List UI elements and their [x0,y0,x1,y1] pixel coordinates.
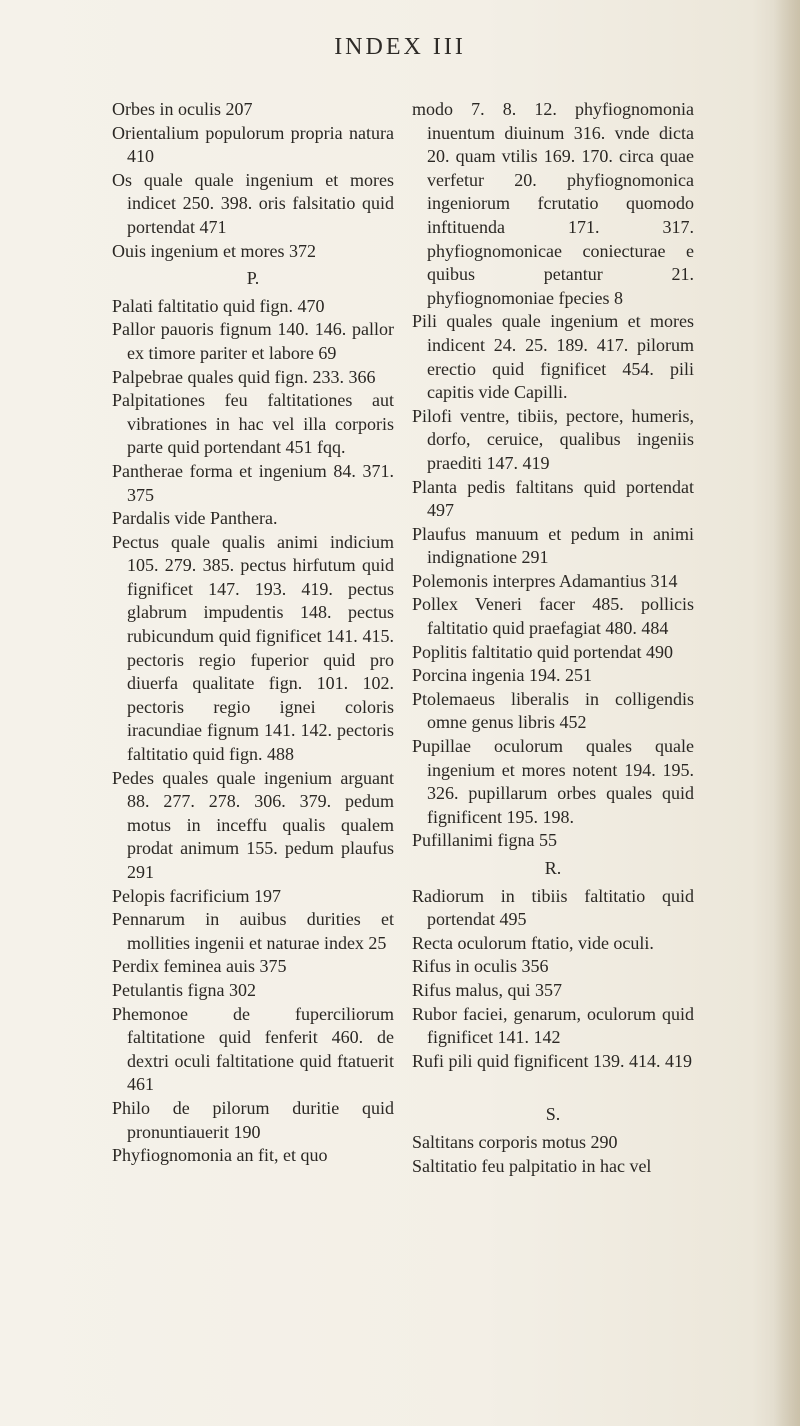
index-entry: Pectus quale qualis animi indicium 105. 279. 385. pectus hirfutum quid fignificet 147. 193. 419. pectus glabrum impudentis 148. pectus rubicundum quid fignificet 141. 415. pectoris regio fuperior quid pro diuerfa qualitate fign. 101. 102. pectoris regio ignei coloris iracundiae fignum 141. 142. pectoris faltitatio quid fign. 488 [112,531,394,765]
index-entry: Pallor pauoris fignum 140. 146. pallor ex timore pariter et labore 69 [112,319,394,363]
index-entry: Saltitatio feu palpitatio in hac vel [412,1155,652,1176]
index-entry: Palpitationes feu faltitationes aut vibrationes in hac vel illa corporis parte quid portendant 451 fqq. [112,390,394,458]
running-header: INDEX III [334,34,466,60]
index-entry: Rifus in oculis 356 [412,956,549,977]
index-entry: Pufillanimi figna 55 [412,830,557,851]
index-entry: Plaufus manuum et pedum in animi indignatione 291 [412,523,694,568]
index-entry: Phemonoe de fuperciliorum faltitatione quid fenferit 460. de dextri oculi faltitatione quid ftatuerit 461 [112,1003,394,1095]
index-entry: Pelopis facrificium 197 [112,885,281,906]
index-entry: Rifus malus, qui 357 [412,979,563,1000]
index-entry: Rufi pili quid fignificent 139. 414. 419 [412,1050,692,1071]
section-spacer [412,1073,694,1099]
index-entry: Perdix feminea auis 375 [112,956,287,977]
index-entry: Ptolemaeus liberalis in colligendis omne genus libris 452 [412,688,694,733]
index-entry: Pollex Veneri facer 485. pollicis faltitatio quid praefagiat 480. 484 [412,594,694,639]
index-entry: Pedes quales quale ingenium arguant 88. 277. 278. 306. 379. pedum motus in inceffu qualis qualem prodat animum 155. pedum plaufus 291 [112,767,394,882]
index-entry: Poplitis faltitatio quid portendat 490 [412,641,673,662]
index-entry: Ouis ingenium et mores 372 [112,240,316,261]
index-entry: Saltitans corporis motus 290 [412,1131,618,1152]
index-entry: Orbes in oculis 207 [112,99,253,119]
index-entry: Rubor faciei, genarum, oculorum quid fignificet 141. 142 [412,1003,694,1048]
index-entry: modo 7. 8. 12. phyfiognomonia inuentum diuinum 316. vnde dicta 20. quam vtilis 169. 170. circa quae verfetur 20. phyfiognomonica ingeniorum fcrutatio quomodo inftituenda 171. 317. phyfiognomonicae coniecturae e quibus petantur 21. phyfiognomoniae fpecies 8 [412,99,694,308]
left-column [112,98,394,1168]
right-column [412,98,694,1178]
index-entry: Phyfiognomonia an fit, et quo [112,1145,328,1166]
section-letter-p: P. [246,268,260,289]
section-letter-r: R. [544,858,562,878]
index-entry: Petulantis figna 302 [112,979,256,1000]
index-entry: Pantherae forma et ingenium 84. 371. 375 [112,460,394,505]
index-entry: Polemonis interpres Adamantius 314 [412,570,678,591]
index-entry: Radiorum in tibiis faltitatio quid portendat 495 [412,885,694,930]
index-entry: Pennarum in auibus durities et mollities ingenii et naturae index 25 [112,909,394,953]
page-edge-shadow [774,0,800,1426]
index-entry: Os quale quale ingenium et mores indicet 250. 398. oris falsitatio quid portendat 471 [112,169,394,237]
index-entry: Porcina ingenia 194. 251 [412,665,592,686]
section-letter-s: S. [545,1104,561,1125]
index-entry: Palati faltitatio quid fign. 470 [112,295,325,316]
index-entry: Pardalis vide Panthera. [112,508,278,529]
index-entry: Pupillae oculorum quales quale ingenium et mores notent 194. 195. 326. pupillarum orbes quales quid fignificent 195. 198. [412,736,694,827]
index-entry: Pili quales quale ingenium et mores indicent 24. 25. 189. 417. pilorum erectio quid fignificet 454. pili capitis vide Capilli. [412,311,694,403]
index-entry: Pilofi ventre, tibiis, pectore, humeris, dorfo, ceruice, qualibus ingeniis praediti 147. 419 [412,405,694,473]
index-entry: Palpebrae quales quid fign. 233. 366 [112,366,376,387]
index-entry: Orientalium populorum propria natura 410 [112,122,394,167]
index-entry: Recta oculorum ftatio, vide oculi. [412,932,654,953]
index-entry: Planta pedis faltitans quid portendat 497 [412,476,694,521]
index-entry: Philo de pilorum duritie quid pronuntiauerit 190 [112,1097,394,1142]
